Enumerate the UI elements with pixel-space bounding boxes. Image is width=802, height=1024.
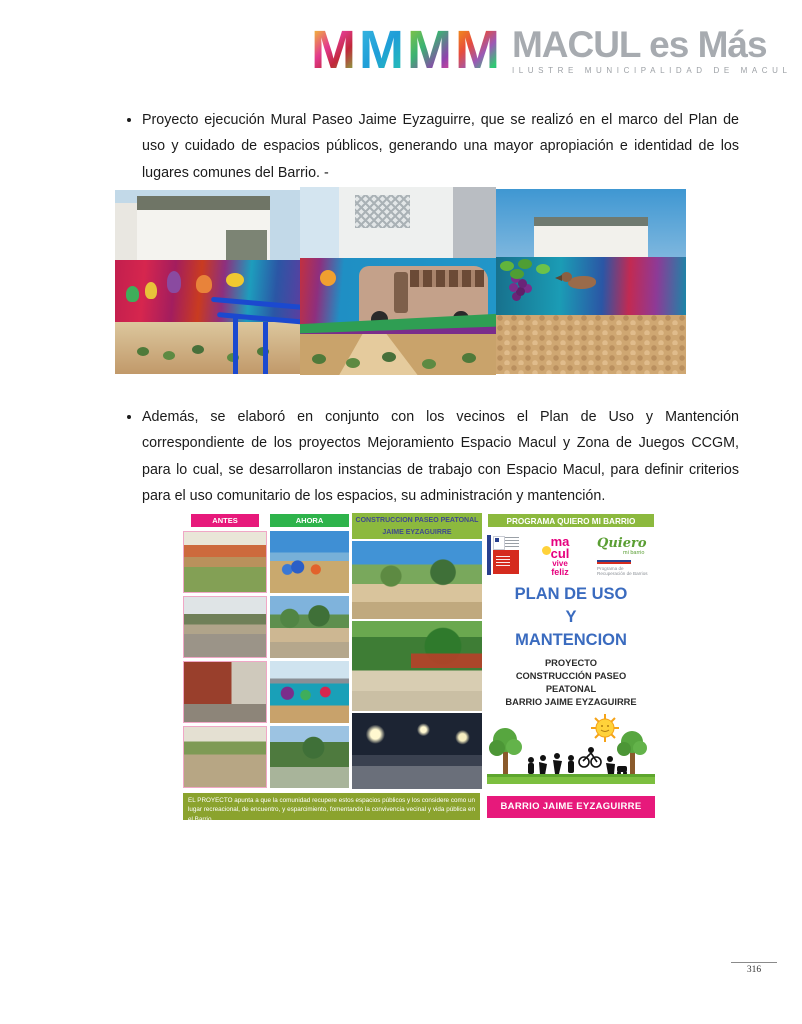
programa-header: PROGRAMA QUIERO MI BARRIO [487,513,655,528]
municipality-logo [311,20,792,80]
gobierno-text-lines [505,537,519,547]
photo-antes-1 [183,531,267,593]
logos-row [487,535,655,577]
bus-windows [410,270,484,287]
mural-figure [196,275,212,293]
shrubs [312,354,326,364]
ahora-photos [270,531,349,791]
logo-subtitle: ILUSTRE MUNICIPALIDAD DE MACUL [511,66,792,75]
mmmm-logo-mark [311,20,500,80]
logo-title: MACUL es Más [511,24,767,65]
antes-header: ANTES [191,514,259,527]
antes-photos [183,531,267,791]
mural-figure [126,286,139,302]
construccion-header-line1: CONSTRUCCION PASEO PEATONAL [355,517,479,524]
mural-figure [167,271,181,293]
construccion-header-line2: JAIME EYZAGUIRRE [382,529,452,536]
community-drawing [487,712,655,792]
poster-column-antes [183,513,267,527]
bullet-list-2 [117,404,739,510]
macul-vive-feliz-logo [538,535,582,577]
poster-column-ahora [270,513,349,527]
shrubs [137,347,149,356]
quiero-script: Quiero [597,536,647,551]
photo-antes-2 [183,596,267,658]
bullet-item-plan-uso: • Además, se elaboró en conjunto con los vecinos el Plan de Uso y Mantención correspondiente de los proyectos Mejoramiento Espacio Macul y Zona de Juegos CCGM, para lo cual, se desarrollaron instancias de trabajo con Espacio Macul, para definir criterios para el uso comunitario de los espacios, su administración y mantención. [142,404,739,510]
plan-de-uso-poster [183,513,655,824]
sun-icon [591,714,619,742]
photo-ahora-1 [270,531,349,593]
lattice-balcony [355,195,410,229]
house-roof [137,196,270,211]
photo-construccion-2 [352,621,482,711]
plan-de-uso-title [487,583,655,652]
house-porch [226,230,267,259]
house-panel [453,187,496,258]
page-number: 316 [731,962,777,975]
people-silhouettes [528,747,627,775]
bus-door [394,272,408,313]
mural-bird [568,276,596,289]
poster-column-programa [487,513,655,812]
photo-antes-3 [183,661,267,723]
proyecto-line3: PEATONAL [545,684,597,694]
macul-logo-feliz: feliz [551,567,569,577]
quiero-caption-1: Programa de [597,565,624,571]
photo-ahora-2 [270,596,349,658]
macul-logo-ma: ma [550,534,570,549]
bullet-item-mural: • Proyecto ejecución Mural Paseo Jaime Eyzaguirre, que se realizó en el marco del Plan de uso y cuidado de espacios públicos, generando una mayor apropiación e identidad de los lugares comunes del Barrio. - [142,107,739,186]
construccion-photos [352,541,482,791]
plan-title-line1: PLAN DE USO [514,585,628,603]
house-roof [534,217,648,226]
logo-letter-m4: M [454,20,500,80]
cobblestone-ground [496,315,686,374]
mural-photo-right [496,189,686,374]
barrio-banner: BARRIO JAIME EYZAGUIRRE [487,796,655,818]
construccion-header [352,513,482,539]
smiley-icon [542,546,551,555]
railing-post [263,322,268,374]
photo-antes-4 [183,726,267,788]
photo-construccion-3 [352,713,482,789]
logo-letter-m2: M [358,20,404,80]
ahora-header: AHORA [270,514,349,527]
macul-logo-cul: cul [550,546,570,561]
railing-post [233,317,238,374]
proyecto-subtitle [487,657,655,709]
coat-of-arms [493,536,505,550]
proyecto-line2: CONSTRUCCIÓN PASEO [515,671,627,681]
mural-photo-collage [115,187,686,375]
proyecto-line4: BARRIO JAIME EYZAGUIRRE [505,697,637,707]
macul-logo-vive: vive [552,559,568,568]
poster-footer-text: EL PROYECTO apunta a que la comunidad recupere estos espacios públicos y los considere como un lugar recreacional, de encuentro, y esparcimiento, fomentando la convivencia vecinal y vida pública en el Barrio. [183,793,480,820]
proyecto-line1: PROYECTO [544,658,597,668]
logo-blue-bar [487,535,491,575]
logo-letter-m3: M [406,20,452,80]
plan-title-line3: MANTENCION [515,631,627,649]
plan-title-line2: Y [565,608,577,626]
logo-red-block [493,550,519,574]
mural-figure [226,273,244,287]
quiero-sub: mi barrio [623,550,645,556]
tree-icon [489,728,522,774]
photo-ahora-3 [270,661,349,723]
mural-sun [320,270,336,286]
mural-leaves [500,261,514,271]
photo-construccion-1 [352,541,482,619]
logo-letter-m1: M [311,20,356,80]
bullet-list-1 [117,107,739,186]
gobierno-de-chile-logo [487,535,523,575]
quiero-caption-2: Recuperación de Barrios [597,571,648,577]
mural-figure [145,282,157,299]
mural-photo-left [115,190,300,374]
quiero-mi-barrio-logo [597,535,655,577]
logo-text-block [512,26,792,75]
photo-ahora-4 [270,726,349,788]
poster-column-construccion [352,513,482,539]
flag-bars [597,560,631,564]
mural-photo-center [300,187,496,375]
